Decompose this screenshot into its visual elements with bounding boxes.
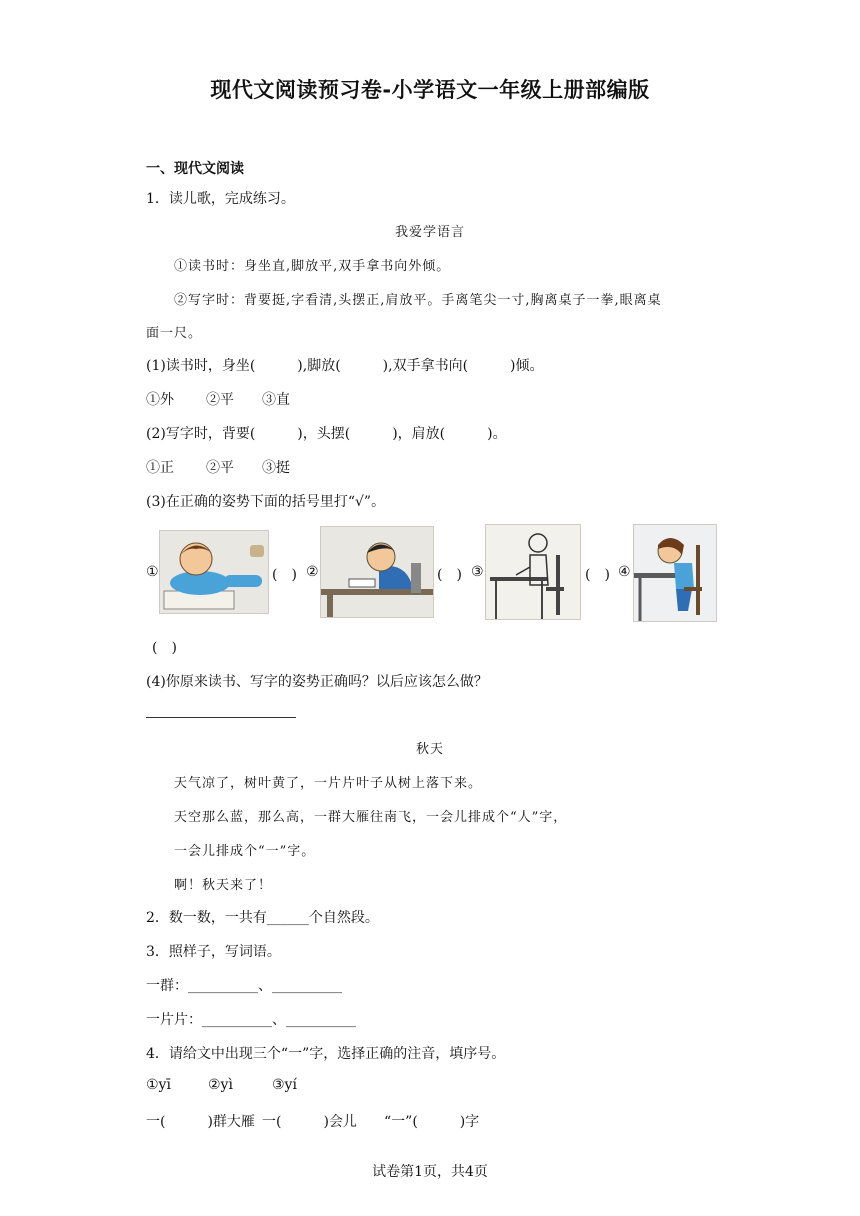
question-4-blank-1: 一( )群大雁 <box>146 1114 255 1130</box>
question-3-line-1: 一群：__________、__________ <box>146 978 342 994</box>
passage-title: 秋天 <box>415 742 444 757</box>
picture-3-number: ③ <box>471 564 484 580</box>
question-4-option-a: ①yī <box>146 1077 171 1093</box>
picture-2-number: ② <box>306 564 319 580</box>
picture-1-bracket[interactable]: ( ) <box>272 567 297 583</box>
picture-2-sitting-reading <box>320 526 434 618</box>
picture-2-bracket[interactable]: ( ) <box>437 567 462 583</box>
passage-paragraph-2-continued: 一会儿排成个“一”字。 <box>174 844 316 859</box>
section-heading: 一、现代文阅读 <box>146 161 244 177</box>
passage-paragraph-2: 天空那么蓝，那么高，一群大雁往南飞，一会儿排成个“人”字， <box>174 810 568 825</box>
picture-4-number: ④ <box>618 564 631 580</box>
question-3-stem: 3．照样子，写词语。 <box>146 944 281 960</box>
page-footer: 试卷第1页，共4页 <box>372 1164 488 1180</box>
question-3-line-2: 一片片：__________、__________ <box>146 1012 356 1028</box>
sub-question-2-option-b: ②平 <box>206 460 234 476</box>
picture-3-bracket[interactable]: ( ) <box>585 567 610 583</box>
question-4-option-b: ②yì <box>208 1077 233 1093</box>
picture-3-writing-upright <box>485 524 581 620</box>
question-1-stem: 1．读儿歌，完成练习。 <box>146 191 295 207</box>
page-title: 现代文阅读预习卷-小学语文一年级上册部编版 <box>210 78 650 102</box>
poem-title: 我爱学语言 <box>394 225 465 240</box>
picture-4-leaning-writing <box>633 524 717 622</box>
picture-4-bracket[interactable]: ( ) <box>152 640 177 656</box>
question-2: 2．数一数，一共有______个自然段。 <box>146 910 379 926</box>
passage-paragraph-3: 啊！秋天来了！ <box>174 878 273 893</box>
sub-question-1: (1)读书时，身坐( ),脚放( ),双手拿书向( )倾。 <box>146 358 544 374</box>
poem-line-1: ①读书时：身坐直,脚放平,双手拿书向外倾。 <box>174 259 451 274</box>
sub-question-1-option-a: ①外 <box>146 392 174 408</box>
question-4-blank-2: 一( )会儿 <box>262 1114 357 1130</box>
poem-line-2-continued: 面一尺。 <box>146 326 203 341</box>
sub-question-1-option-c: ③直 <box>262 392 290 408</box>
question-4-blank-3: “一”( )字 <box>384 1114 480 1130</box>
sub-question-3: (3)在正确的姿势下面的括号里打“√”。 <box>146 494 386 510</box>
passage-paragraph-1: 天气凉了，树叶黄了，一片片叶子从树上落下来。 <box>174 776 483 791</box>
sub-question-2: (2)写字时，背要( )，头摆( )，肩放( )。 <box>146 426 507 442</box>
picture-1-number: ① <box>146 564 159 580</box>
sub-question-1-option-b: ②平 <box>206 392 234 408</box>
sub-question-2-option-a: ①正 <box>146 460 174 476</box>
poem-line-2: ②写字时：背要挺,字看清,头摆正,肩放平。手离笔尖一寸,胸离桌子一拳,眼离桌 <box>174 293 662 308</box>
sub-question-2-option-c: ③挺 <box>262 460 290 476</box>
picture-1-lying-reading <box>159 530 269 614</box>
answer-line[interactable] <box>146 717 296 718</box>
question-4-stem: 4．请给文中出现三个“一”字，选择正确的注音，填序号。 <box>146 1046 506 1062</box>
question-4-option-c: ③yí <box>272 1077 297 1093</box>
sub-question-4: (4)你原来读书、写字的姿势正确吗？以后应该怎么做？ <box>146 674 488 690</box>
